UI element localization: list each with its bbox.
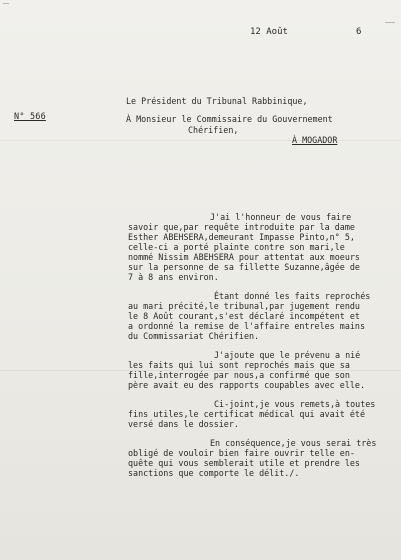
recipient-line: À Monsieur le Commissaire du Gouvernement — [126, 114, 333, 124]
reference-number: N° 566 — [14, 112, 46, 122]
body-line: le 8 Août courant,s'est déclaré incompétent et — [128, 311, 360, 321]
body-line: savoir que,par requête introduite par la dame — [128, 222, 355, 232]
body-line: a ordonné la remise de l'affaire entreles mains — [128, 321, 365, 331]
body-line: fille,interrogée par nous,a confirmé que son — [128, 370, 350, 380]
paper-mark — [3, 3, 9, 4]
body-line: du Commissariat Chérifien. — [128, 331, 260, 341]
page-number: 6 — [356, 27, 362, 37]
body-line: J'ajoute que le prévenu a nié — [214, 350, 361, 360]
body-line: celle-ci a porté plainte contre son mari,le — [128, 242, 345, 252]
body-line: obligé de vouloir bien faire ouvrir telle en- — [128, 448, 355, 458]
body-line: En conséquence,je vous serai très — [210, 438, 377, 448]
sender-line: Le Président du Tribunal Rabbinique, — [126, 96, 308, 106]
body-line: quête qui vous semblerait utile et prendre les — [128, 458, 360, 468]
body-line: sur la personne de sa fillette Suzanne,âgée de — [128, 262, 360, 272]
body-line: nommé Nissim ABEHSERA pour attentat aux moeurs — [128, 252, 360, 262]
body-line: Étant donné les faits reprochés — [214, 291, 371, 301]
recipient-city: À MOGADOR — [292, 135, 338, 145]
recipient-line: Chérifien, — [188, 125, 239, 135]
paper-fold — [0, 140, 401, 141]
body-line: versé dans le dossier. — [128, 419, 239, 429]
body-line: père avait eu des rapports coupables avec elle. — [128, 380, 365, 390]
body-line: J'ai l'honneur de vous faire — [210, 212, 352, 222]
paper-mark — [385, 22, 395, 23]
body-line: sanctions que comporte le délit./. — [128, 468, 300, 478]
body-line: Ci-joint,je vous remets,à toutes — [214, 399, 376, 409]
body-line: les faits qui lui sont reprochés mais que sa — [128, 360, 350, 370]
body-line: fins utiles,le certificat médical qui avait été — [128, 409, 365, 419]
body-line: au mari précité,le tribunal,par jugement rendu — [128, 301, 360, 311]
letter-date: 12 Août — [250, 27, 288, 37]
body-line: 7 à 8 ans environ. — [128, 272, 219, 282]
body-line: Esther ABEHSERA,demeurant Impasse Pinto,n° 5, — [128, 232, 355, 242]
